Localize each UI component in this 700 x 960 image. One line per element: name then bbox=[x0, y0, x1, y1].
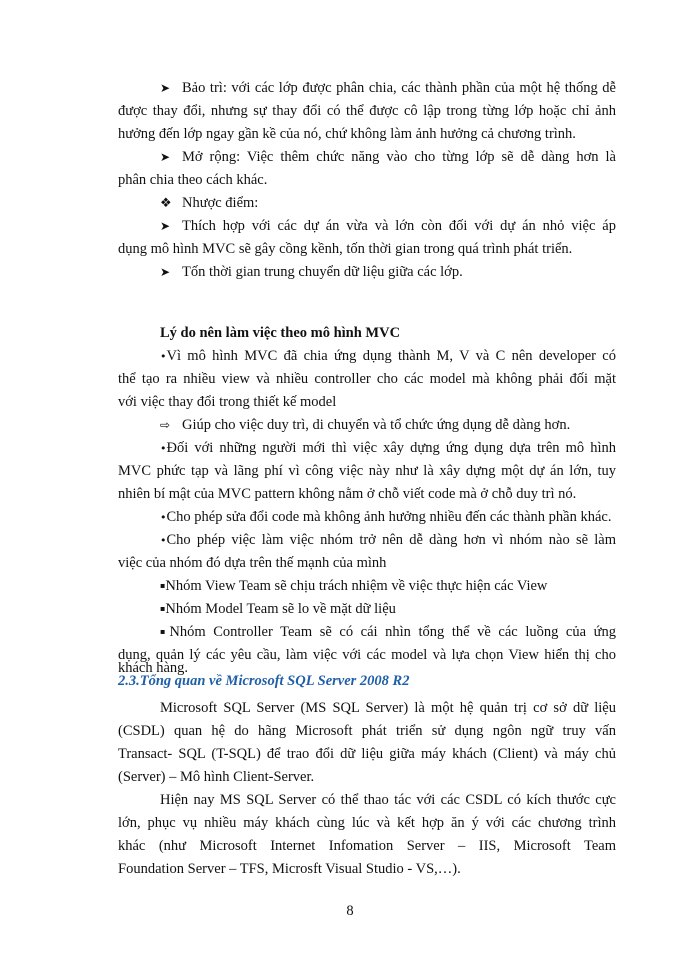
arrow-bullet-icon: ➤ bbox=[160, 265, 171, 279]
sql-capability-line-3: khác (như Microsoft Internet Infomation Server – IIS, Microsoft Team bbox=[118, 838, 616, 854]
hollow-arrow-bullet-icon: ⇨ bbox=[160, 418, 171, 432]
sql-capability-line-4: Foundation Server – TFS, Microsft Visual Studio - VS,…). bbox=[118, 861, 461, 877]
team-model: ▪Nhóm Model Team sẽ lo về mặt dữ liệu bbox=[160, 601, 396, 617]
sql-intro-line-4: (Server) – Mô hình Client-Server. bbox=[118, 769, 315, 785]
dot-bullet-icon: • bbox=[160, 534, 167, 547]
square-bullet-icon: ▪ bbox=[160, 604, 166, 613]
dot-bullet-icon: • bbox=[160, 350, 167, 363]
square-bullet-icon: ▪ bbox=[160, 581, 166, 590]
page-number: 8 bbox=[346, 903, 354, 919]
maintenance-line-2: được thay đổi, nhưng sự thay đổi có thể được cô lập trong từng lớp hoặc chỉ ảnh bbox=[118, 103, 616, 119]
disadvantages-label: ❖ Nhược điểm: bbox=[160, 192, 616, 214]
square-bullet-icon: ▪ bbox=[160, 627, 170, 636]
section-title: 2.3.Tổng quan về Microsoft SQL Server 2008 R2 bbox=[118, 673, 410, 689]
reason-1-line-3: với việc thay đổi trong thiết kế model bbox=[118, 394, 337, 410]
sql-capability-line-1: Hiện nay MS SQL Server có thể thao tác với các CSDL có kích thước cực bbox=[160, 792, 616, 808]
reason-4-line-1: •Cho phép việc làm việc nhóm trở nên dễ dàng hơn vì nhóm nào sẽ làm bbox=[160, 532, 616, 548]
sql-intro-line-2: (CSDL) quan hệ do hãng Microsoft phát triển sử dụng ngôn ngữ truy vấn bbox=[118, 723, 616, 739]
team-controller-line-2: dụng, quản lý các yêu cầu, làm việc với các model và lựa chọn View hiển thị cho bbox=[118, 647, 616, 663]
sql-intro-line-3: Transact- SQL (T-SQL) để trao đổi dữ liệu giữa máy khách (Client) và máy chủ bbox=[118, 746, 616, 762]
arrow-bullet-icon: ➤ bbox=[160, 81, 171, 95]
reason-4-line-2: việc của nhóm đó dựa trên thế mạnh của mình bbox=[118, 555, 387, 571]
extensibility-line-2: phân chia theo cách khác. bbox=[118, 172, 268, 188]
reason-1-line-2: thể tạo ra nhiều view và nhiều controller cho các model mà không phải đối mặt bbox=[118, 371, 616, 387]
sql-intro-line-1: Microsoft SQL Server (MS SQL Server) là một hệ quản trị cơ sở dữ liệu bbox=[160, 700, 616, 716]
sql-capability-line-2: lớn, phục vụ nhiều máy khách cùng lúc và kết hợp ăn ý với các chương trình bbox=[118, 815, 616, 831]
reason-3: •Cho phép sửa đổi code mà không ảnh hưởng nhiều đến các thành phần khác. bbox=[160, 509, 612, 525]
disadvantage-1-line-1: ➤ Thích hợp với các dự án vừa và lớn còn đối với dự án nhỏ việc áp bbox=[160, 215, 616, 237]
mvc-reasons-heading: Lý do nên làm việc theo mô hình MVC bbox=[160, 325, 401, 341]
team-view: ▪Nhóm View Team sẽ chịu trách nhiệm về việc thực hiện các View bbox=[160, 578, 548, 594]
reason-2-line-2: MVC phức tạp và lãng phí vì công việc này như là xây dựng một dự án lớn, tuy bbox=[118, 463, 616, 479]
disadvantage-1-line-2: dụng mô hình MVC sẽ gây cồng kềnh, tốn thời gian trong quá trình phát triển. bbox=[118, 241, 573, 257]
arrow-bullet-icon: ➤ bbox=[160, 150, 171, 164]
maintenance-line-1: ➤ Bảo trì: với các lớp được phân chia, các thành phần của một hệ thống dễ bbox=[160, 77, 616, 99]
reason-1-benefit: ⇨ Giúp cho việc duy trì, di chuyển và tổ chức ứng dụng dễ dàng hơn. bbox=[160, 414, 616, 436]
maintenance-line-3: hưởng đến lớp ngay gần kề của nó, chứ không làm ảnh hưởng cả chương trình. bbox=[118, 126, 576, 142]
reason-2-line-3: nhiên bí mật của MVC pattern không nằm ở chỗ viết code mà ở chỗ duy trì nó. bbox=[118, 486, 577, 502]
extensibility-line-1: ➤ Mở rộng: Việc thêm chức năng vào cho từng lớp sẽ dễ dàng hơn là bbox=[160, 146, 616, 168]
reason-1-line-1: •Vì mô hình MVC đã chia ứng dụng thành M, V và C nên developer có bbox=[160, 348, 616, 364]
team-controller-line-3: khách hàng. bbox=[118, 660, 189, 676]
diamond-bullet-icon: ❖ bbox=[160, 196, 172, 211]
team-controller-line-1: ▪Nhóm Controller Team sẽ có cái nhìn tổng thể về các luồng của ứng bbox=[160, 624, 617, 640]
reason-2-line-1: •Đối với những người mới thì việc xây dựng ứng dụng dựa trên mô hình bbox=[160, 440, 616, 456]
disadvantage-2: ➤ Tốn thời gian trung chuyển dữ liệu giữa các lớp. bbox=[160, 261, 616, 283]
arrow-bullet-icon: ➤ bbox=[160, 219, 171, 233]
dot-bullet-icon: • bbox=[160, 511, 167, 524]
dot-bullet-icon: • bbox=[160, 442, 167, 455]
